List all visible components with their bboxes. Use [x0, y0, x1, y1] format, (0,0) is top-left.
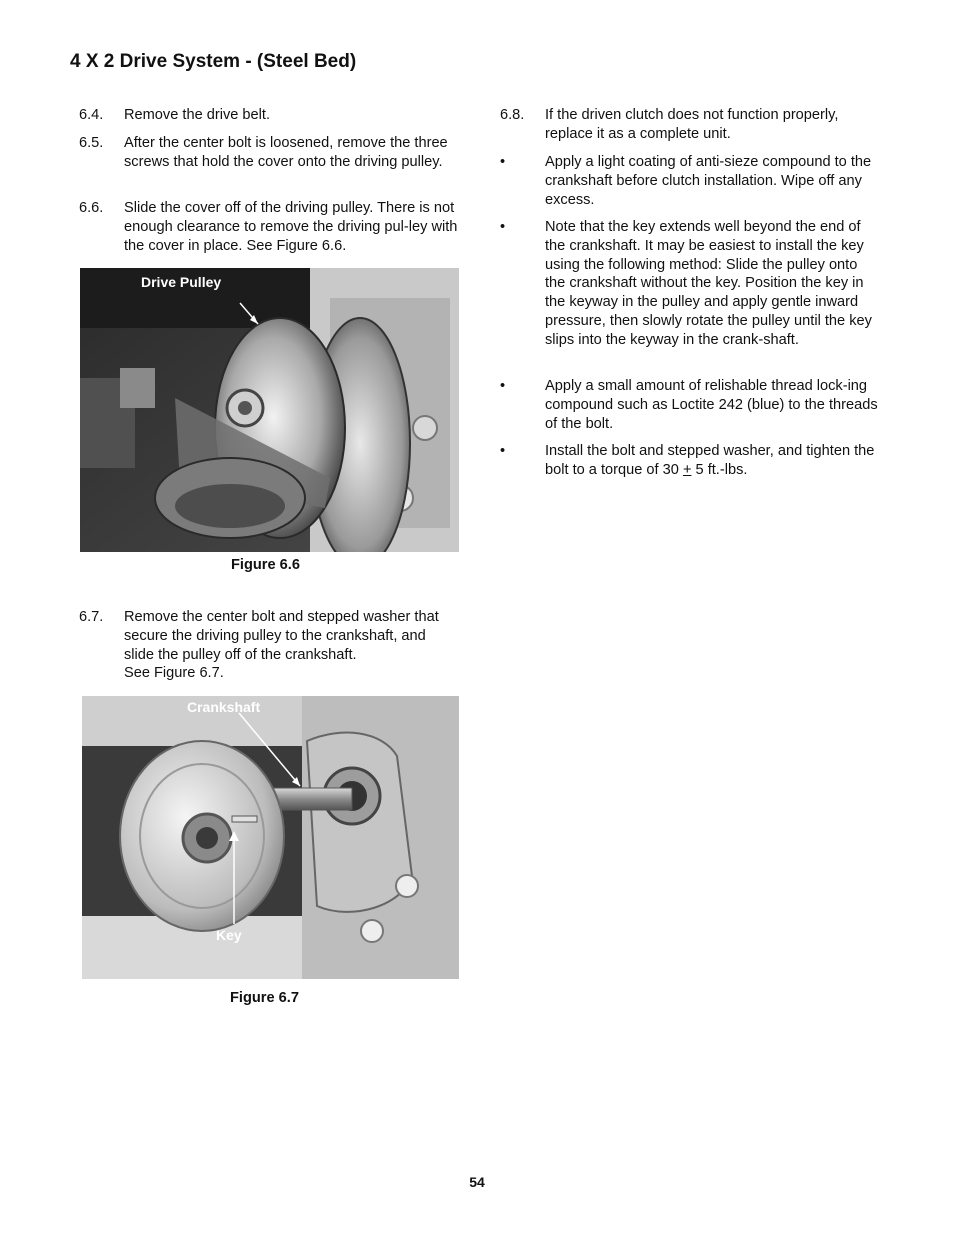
page-title: 4 X 2 Drive System - (Steel Bed) [70, 51, 357, 72]
step-text: Remove the center bolt and stepped washer that secure the driving pulley to the crankshaft, and slide the pulley off of the crankshaft. See Figure 6.7. [124, 609, 439, 682]
figure-6-7-photo [82, 696, 459, 979]
step-text: After the center bolt is loosened, remove the three screws that hold the cover onto the driving pulley. [124, 135, 448, 170]
step-number: 6.5. [79, 135, 104, 151]
step-text: Install the bolt and stepped washer, and tighten the bolt to a torque of 30 + 5 ft.-lbs. [545, 443, 875, 478]
page-number: 54 [469, 1174, 485, 1190]
bullet: • [500, 219, 506, 235]
step-text: Note that the key extends well beyond the end of the crankshaft. It may be easiest to install the key using the following method: Slide the pulley onto the crankshaft without the key. Position the key in the keyway in the pulley and apply gentle inward pressure, then slowly rotate the pulley until the key slips into the keyway in the crank-shaft. [545, 219, 872, 348]
key-label: Key [216, 927, 242, 943]
figure-6-7-caption: Figure 6.7 [230, 990, 299, 1006]
figure-6-6-caption: Figure 6.6 [231, 557, 300, 573]
step-number: 6.6. [79, 200, 104, 216]
step-text: Remove the drive belt. [124, 107, 271, 123]
bullet: • [500, 443, 506, 459]
figure-6-6-photo [80, 268, 459, 552]
step-number: 6.7. [79, 609, 104, 625]
step-text: If the driven clutch does not function properly, replace it as a complete unit. [545, 107, 839, 142]
bullet: • [500, 378, 506, 394]
drive-pulley-label: Drive Pulley [141, 274, 222, 290]
step-text: Apply a small amount of relishable thread lock-ing compound such as Loctite 242 (blue) to the threads of the bolt. [545, 378, 878, 432]
plus-minus-symbol: + [682, 461, 692, 478]
step-text: Apply a light coating of anti-sieze compound to the crankshaft before clutch installation. Wipe off any excess. [545, 154, 872, 208]
step-number: 6.8. [500, 107, 525, 123]
step-text: Slide the cover off of the driving pulley. There is not enough clearance to remove the driving pul-ley with the cover in place. See Figure 6.6. [124, 200, 458, 254]
step-number: 6.4. [79, 107, 104, 123]
crankshaft-label: Crankshaft [187, 699, 261, 715]
bullet: • [500, 154, 506, 170]
